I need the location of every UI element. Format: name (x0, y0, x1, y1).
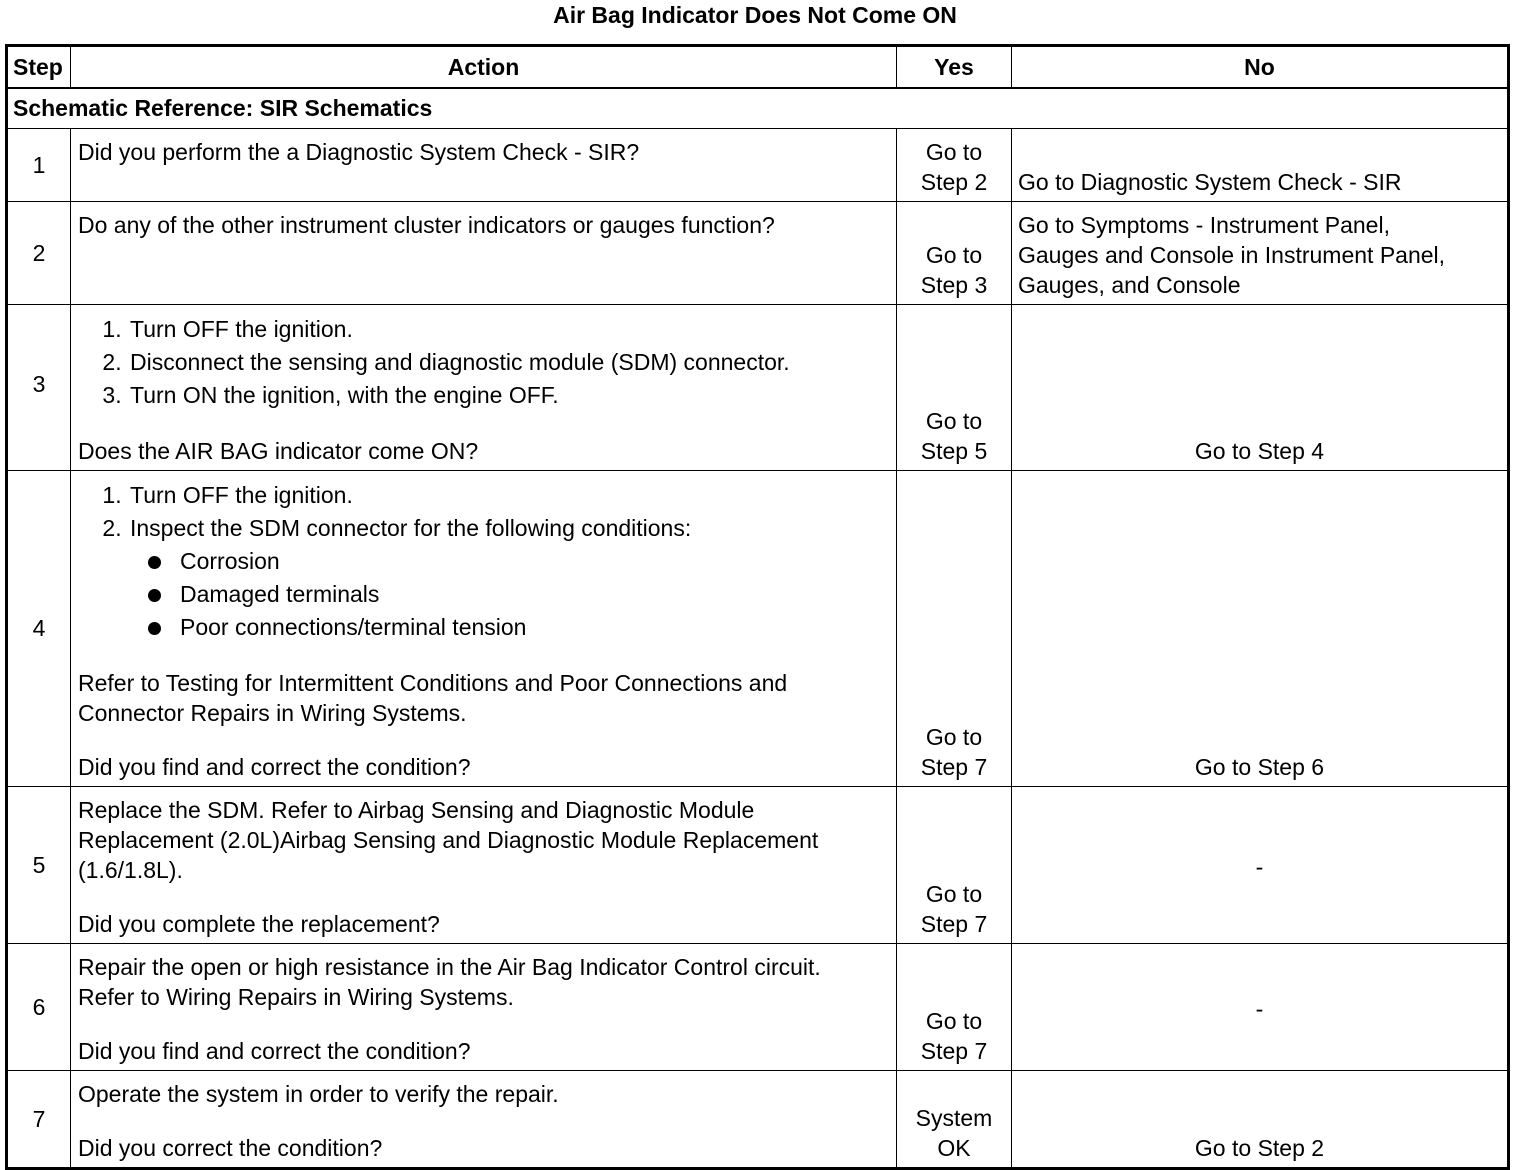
step-number: 1 (7, 129, 71, 202)
header-step: Step (7, 46, 71, 89)
procedure-list (78, 479, 888, 644)
table-row (7, 129, 1509, 202)
action-cell (71, 787, 897, 944)
yes-cell (897, 471, 1012, 787)
yes-line: System (915, 1105, 993, 1131)
no-cell (1012, 202, 1509, 305)
step-number: 5 (7, 787, 71, 944)
step-number: 7 (7, 1071, 71, 1169)
action-question: Does the AIR BAG indicator come ON? (78, 438, 479, 464)
no-cell: Go to Step 2 (1012, 1071, 1509, 1169)
no-line: Gauges and Console in Instrument Panel, (1018, 242, 1446, 268)
yes-line: Go to (925, 1008, 983, 1034)
no-cell: Go to Diagnostic System Check - SIR (1012, 129, 1509, 202)
header-action: Action (71, 46, 897, 89)
diagnostic-table (5, 44, 1510, 1170)
step-number: 6 (7, 944, 71, 1071)
action-note-line: Refer to Testing for Intermittent Conditions and Poor Connections and (78, 670, 788, 696)
action-cell (71, 471, 897, 787)
action-note-line: (1.6/1.8L). (78, 857, 183, 883)
step-number: 3 (7, 305, 71, 471)
action-note-line: Operate the system in order to verify the repair. (78, 1081, 559, 1107)
action-cell (71, 202, 897, 305)
yes-cell (897, 305, 1012, 471)
header-row (7, 46, 1509, 89)
yes-line: Step 7 (920, 754, 988, 780)
procedure-step: 1. Turn OFF the ignition. (128, 479, 888, 512)
yes-line: OK (937, 1135, 971, 1161)
yes-cell (897, 129, 1012, 202)
yes-line: Step 2 (920, 169, 988, 195)
yes-line: Go to (925, 242, 983, 268)
action-question: Did you complete the replacement? (78, 911, 440, 937)
step-number: 2 (7, 202, 71, 305)
no-line: Go to Symptoms - Instrument Panel, (1018, 212, 1390, 238)
header-yes: Yes (897, 46, 1012, 89)
yes-line: Step 3 (920, 272, 988, 298)
procedure-step (128, 512, 888, 644)
action-note-line: Replacement (2.0L)Airbag Sensing and Diagnostic Module Replacement (78, 827, 819, 853)
page-title: Air Bag Indicator Does Not Come ON (553, 2, 957, 28)
yes-line: Go to (925, 724, 983, 750)
no-cell: - (1012, 944, 1509, 1071)
yes-line: Step 5 (920, 438, 988, 464)
procedure-list (78, 313, 888, 412)
table-row (7, 305, 1509, 471)
procedure-step: 2. Disconnect the sensing and diagnostic module (SDM) connector. (128, 346, 888, 379)
action-cell (71, 129, 897, 202)
schematic-reference-row (7, 88, 1509, 129)
condition-item: Corrosion (180, 545, 888, 578)
table-row (7, 944, 1509, 1071)
yes-line: Go to (925, 881, 983, 907)
procedure-step: 3. Turn ON the ignition, with the engine OFF. (128, 379, 888, 412)
yes-cell (897, 787, 1012, 944)
table-row (7, 787, 1509, 944)
action-note-line: Connector Repairs in Wiring Systems. (78, 700, 467, 726)
no-cell: - (1012, 787, 1509, 944)
condition-item: Damaged terminals (180, 578, 888, 611)
procedure-step-text: Inspect the SDM connector for the following conditions: (130, 515, 692, 541)
condition-list (130, 545, 888, 644)
yes-cell (897, 944, 1012, 1071)
yes-line: Step 7 (920, 1038, 988, 1064)
action-question: Did you find and correct the condition? (78, 1038, 471, 1064)
action-note-line: Replace the SDM. Refer to Airbag Sensing and Diagnostic Module (78, 797, 755, 823)
table-row (7, 471, 1509, 787)
action-question: Do any of the other instrument cluster indicators or gauges function? (78, 212, 775, 238)
action-note-line: Refer to Wiring Repairs in Wiring Systems. (78, 984, 514, 1010)
yes-cell (897, 202, 1012, 305)
action-cell (71, 944, 897, 1071)
action-question: Did you correct the condition? (78, 1135, 383, 1161)
procedure-step: 1. Turn OFF the ignition. (128, 313, 888, 346)
step-number: 4 (7, 471, 71, 787)
action-question: Did you perform the a Diagnostic System Check - SIR? (78, 139, 640, 165)
table-row (7, 1071, 1509, 1169)
no-cell: Go to Step 4 (1012, 305, 1509, 471)
no-line: Gauges, and Console (1018, 272, 1241, 298)
action-note-line: Repair the open or high resistance in the Air Bag Indicator Control circuit. (78, 954, 821, 980)
no-cell: Go to Step 6 (1012, 471, 1509, 787)
yes-cell (897, 1071, 1012, 1169)
action-question: Did you find and correct the condition? (78, 754, 471, 780)
yes-line: Go to (925, 139, 983, 165)
action-cell (71, 305, 897, 471)
table-row (7, 202, 1509, 305)
condition-item: Poor connections/terminal tension (180, 611, 888, 644)
yes-line: Step 7 (920, 911, 988, 937)
action-cell (71, 1071, 897, 1169)
header-no: No (1012, 46, 1509, 89)
schematic-reference: Schematic Reference: SIR Schematics (7, 88, 1509, 129)
yes-line: Go to (925, 408, 983, 434)
